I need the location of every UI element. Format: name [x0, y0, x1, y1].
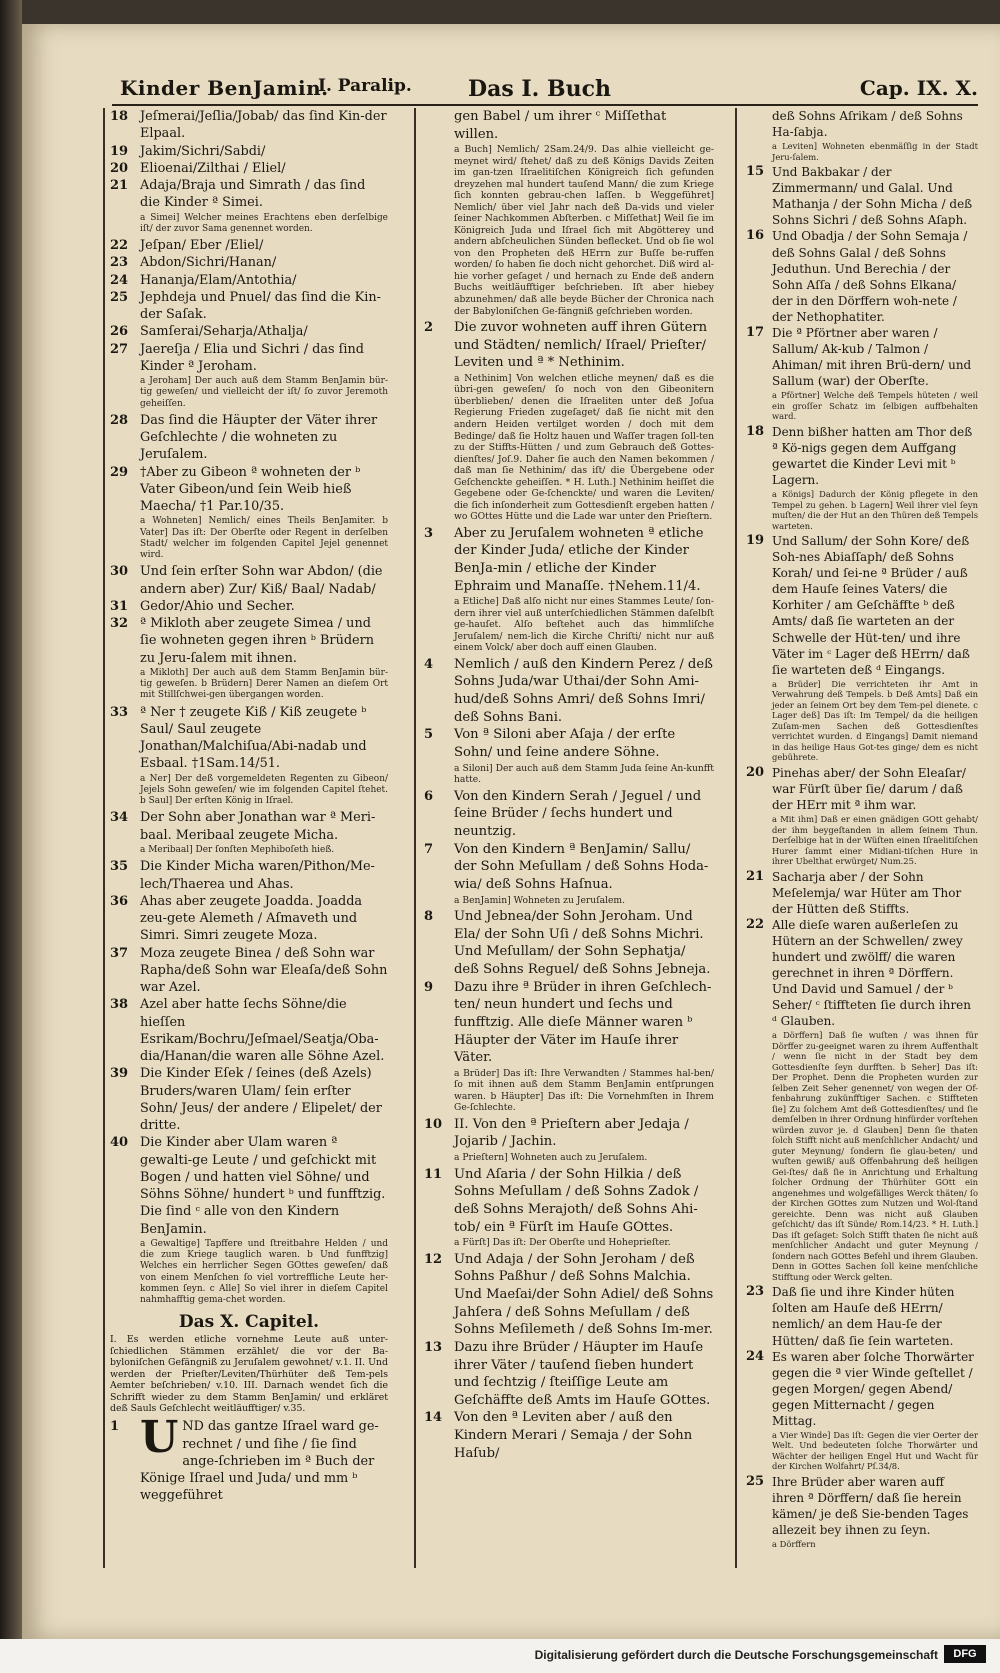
- verse-number: 27: [110, 341, 129, 357]
- verse-number: 24: [746, 1348, 765, 1364]
- verse-text: Dazu ihre Brüder / Häupter im Hauſe ihrer Väter / tauſend ſieben hundert und ſechtzig / ſteiſſige Leute am Geſchäffte deß Amts im Hauſe GOttes.: [454, 1339, 711, 1408]
- verse-number: 6: [424, 788, 434, 804]
- verse: [110, 464, 388, 516]
- verse-number: 23: [746, 1284, 765, 1300]
- verse: [746, 869, 978, 917]
- verse-text: Und Aſaria / der Sohn Hilkia / deß Sohns Meſullam / deß Sohns Zadok / deß Sohns Merajoth/ deß Sohns Ahi-tob/ ein ª Fürſt im Hauſe GOttes.: [454, 1166, 699, 1235]
- footnote: a BenJamin] Wohneten zu Jeruſalem.: [454, 894, 626, 906]
- verse: [110, 108, 388, 143]
- verse-text: II. Von den ª Prieſtern aber Jedaja / Jojarib / Jachin.: [454, 1116, 689, 1150]
- verse-text: Daß ſie und ihre Kinder hüten ſolten am Hauſe deß HErrn/ nemlich/ an dem Hau-ſe der Hütten/ daß ſie ſein warteten.: [772, 1285, 955, 1348]
- verse-text: Es waren aber ſolche Thorwärter gegen die ª vier Winde geſtellet / gegen Morgen/ gegen Abend/ gegen Mitternacht / gegen Mittag.: [772, 1349, 974, 1428]
- verse: [424, 1339, 714, 1410]
- verse: [110, 598, 388, 615]
- verse: [110, 1134, 388, 1238]
- verse-number: 30: [110, 564, 129, 580]
- verse-number: 18: [746, 423, 765, 439]
- verse-text: Moza zeugete Binea / deß Sohn war Rapha/deß Sohn war Eleaſa/deß Sohn war Azel.: [140, 945, 388, 995]
- footnote: a Meribaal] Der ſonſten Mephiboſeth hieß.: [140, 844, 335, 855]
- verse: [110, 809, 388, 844]
- verse-text: Nemlich / auß den Kindern Perez / deß Sohns Juda/war Uthai/der Sohn Ami-hud/deß Sohns Amri/ deß Sohns Imri/ deß Sohns Bani.: [454, 656, 713, 725]
- verse: [110, 237, 388, 254]
- verse: [424, 1409, 714, 1462]
- drop-cap: U: [140, 1412, 179, 1464]
- verse-text: Denn bißher hatten am Thor deß ª Kö-nigs gegen dem Auffgang gewartet die Kinder Levi mit ᵇ Lagern.: [772, 424, 973, 487]
- verse-text: ª Ner † zeugete Kiß / Kiß zeugete ᵇ Saul/ Saul zeugete Jonathan/Malchiſua/Abi-nadab und Esbaal. †1Sam.14/51.: [140, 704, 367, 772]
- verse: [110, 254, 388, 271]
- verse: [746, 1474, 978, 1538]
- footnote: a Nethinim] Von welchen etliche meynen/ daß es die übri-gen geweſen/ ſo noch von den Gibeonitern überblieben/ denen die Iſraeliten unter deß Joſua Regierung Frieden zugeſaget/ daß ſie nicht mit den andern Heiden vertilget worden / doch mit dem Bedinge/ daß ſie Holtz hauen und Waſſer tragen ſoll-ten zu der Stiffts-Hütten / und zum Gebrauch deß Gottes-dienſtes/ Joſ.9. Daher ſie auch den Namen bekommen / daß man ſie Nethinim/ das iſt/ die Übergebene oder Geſchenckte geheiſſen. * H. Luth.] Nethinim heiſſet die Gegebene oder Ge-ſchenckte/ und waren die Leviten/ die ſich inſonderheit zum Gottesdienſt ergeben hatten / wo GOttes Hütte und die Lade war unter den Prieſtern.: [454, 372, 714, 523]
- footnote: a Königs] Dadurch der König pflegete in den Tempel zu gehen. b Lagern] Weil ihrer viel ſeyn muſten/ die der Hut an den Thüren deß Tempels warteten.: [772, 489, 978, 531]
- header-left: Kinder BenJamin.: [120, 76, 329, 100]
- text-column-3: [746, 108, 978, 1552]
- running-header: [88, 76, 978, 104]
- verse-number: 4: [424, 656, 434, 672]
- verse: [110, 289, 388, 324]
- verse-number: 20: [746, 764, 765, 780]
- verse-text: Von den Kindern Serah / Jeguel / und ſeine Brüder / ſechs hundert und neuntzig.: [454, 788, 702, 839]
- verse-number: 32: [110, 616, 129, 632]
- verse: [746, 424, 978, 488]
- verse-text: Die ª Pförtner aber waren / Sallum/ Ak-kub / Talmon / Ahiman/ mit ihren Brü-dern/ und Sallum (war) der Oberſte.: [772, 325, 972, 389]
- verse: [746, 325, 978, 389]
- header-center: Das I. Buch: [468, 76, 611, 102]
- verse: [110, 1412, 388, 1504]
- verse: [424, 788, 714, 841]
- verse: [110, 323, 388, 340]
- footnote: a Wohneten] Nemlich/ eines Theils BenJamiter. b Vater] Das iſt: Der Oberſte oder Regent in derſelben Stadt/ welcher im folgenden Capitel Jejel genennet wird.: [140, 516, 388, 561]
- verse-number: 22: [746, 916, 765, 932]
- verse-number: 28: [110, 412, 129, 428]
- verse: [746, 1349, 978, 1429]
- footnote: a Vier Winde] Das iſt: Gegen die vier Oerter der Welt. Und bedeuteten ſolche Thorwärter und Wächter der heiligen Engel Hut und Wacht für der Kirchen Wolfahrt/ Pſ.34/8.: [772, 1429, 978, 1472]
- verse-text: Die Kinder Eſek / ſeines (deß Azels) Bruders/waren Ulam/ ſein erſter Sohn/ Jeus/ der andere / Elipelet/ der dritte.: [140, 1066, 382, 1133]
- verse-text: Ahas aber zeugete Joadda. Joadda zeu-gete Alemeth / Aſmaveth und Simri. Simri zeugete Moza.: [140, 893, 363, 944]
- verse-text: gen Babel / um ihrer ᶜ Miſſethat willen.: [454, 109, 667, 142]
- verse-number: 12: [424, 1251, 443, 1267]
- verse-number: 5: [424, 727, 434, 743]
- verse-number: 40: [110, 1135, 129, 1151]
- verse-text: Von den Kindern ª BenJamin/ Sallu/ der Sohn Meſullam / deß Sohns Hoda-wia/ deß Sohns Haſnua.: [454, 841, 709, 892]
- footnote: a Prieſtern] Wohneten auch zu Jeruſalem.: [454, 1152, 648, 1164]
- verse: [424, 979, 714, 1067]
- verse: [424, 908, 714, 979]
- verse-number: 38: [110, 997, 129, 1013]
- verse: [110, 615, 388, 667]
- verse-text: Die Kinder Micha waren/Pithon/Me-lech/Thaerea und Ahas.: [140, 859, 375, 892]
- verse: [110, 945, 388, 997]
- verse-text: Die zuvor wohneten auff ihren Gütern und Städten/ nemlich/ Iſrael/ Prieſter/ Leviten und ª * Nethinim.: [454, 320, 708, 371]
- footnote: a Dörffern: [772, 1539, 816, 1550]
- verse-number: 8: [424, 909, 434, 925]
- verse-number: 25: [110, 289, 129, 305]
- verse: [424, 1166, 714, 1237]
- verse-text: Elioenai/Zilthai / Eliel/: [140, 160, 286, 176]
- verse-text: Samſerai/Seharja/Athalja/: [140, 324, 308, 340]
- verse-number: 18: [110, 109, 129, 124]
- verse: [746, 765, 978, 813]
- header-paralip: I. Paralip.: [318, 76, 412, 96]
- verse-number: 20: [110, 160, 129, 176]
- verse-number: 15: [746, 164, 765, 180]
- footnote: a Brüder] Die verrichteten ihr Amt in Verwahrung deß Tempels. b Deß Amts] Daß ein jeder an ſeinem Ort bey dem Tem-pel dienete. c Lager deß] Das iſt: Im Tempel/ da die heiligen Zuſam-men Sachen deß Gottesdienſtes verrichtet wurden. d Eingangs] Damit niemand in das heilige Haus Got-tes ginge/ dem es nicht gebührete.: [772, 678, 978, 763]
- verse-text: Jaereſja / Elia und Sichri / das ſind Kinder ª Jeroham.: [140, 341, 364, 374]
- verse-number: 9: [424, 979, 434, 995]
- verse-text: †Aber zu Gibeon ª wohneten der ᵇ Vater Gibeon/und ſein Weib hieß Maecha/ †1 Par.10/35.: [140, 464, 361, 515]
- verse-number: 3: [424, 525, 434, 541]
- text-column-2: [424, 108, 714, 1462]
- verse: [424, 108, 714, 143]
- footnote: a Siloni] Der auch auß dem Stamm Juda ſeine An-kunfft hatte.: [454, 762, 714, 786]
- verse-text: Und Sallum/ der Sohn Kore/ deß Soh-nes Abiaſſaph/ deß Sohns Korah/ und ſei-ne ª Brüder / auß dem Hauſe ſeines Vaters/ die Korhiter / am Geſchäffte ᵇ deß Amts/ daß ſie warteten an der Schwelle der Hüt-ten/ und ihre Väter im ᶜ Lager deß HErrn/ daß ſie warteten deß ᵈ Eingangs.: [772, 534, 970, 677]
- verse-number: 7: [424, 841, 434, 857]
- verse: [110, 996, 388, 1065]
- verse: [110, 858, 388, 893]
- verse: [424, 525, 714, 596]
- verse-text: Jeſpan/ Eber /Eliel/: [140, 238, 264, 254]
- footnote: a Ner] Der deß vorgemeldeten Regenten zu Gibeon/ Jejels Sohn geweſen/ wie im folgenden Capitel ſtehet. b Saul] Der erſten König in Iſrael.: [140, 773, 388, 807]
- verse-text: Gedor/Ahio und Secher.: [140, 598, 295, 614]
- column-rule-mid1: [414, 108, 416, 1568]
- verse-text: Von ª Siloni aber Aſaja / der erſte Sohn/ und ſeine andere Söhne.: [454, 727, 676, 760]
- verse: [746, 108, 978, 140]
- verse-number: 16: [746, 228, 765, 244]
- verse-text: ª Mikloth aber zeugete Simea / und ſie wohneten gegen ihren ᵇ Brüdern zu Jeru-ſalem mit ihnen.: [140, 616, 375, 666]
- footnote: a Dörffern] Daß ſie wuſten / was ihnen für Dörffer zu-geeignet waren zu ihrem Auffenthalt / wenn ſie nicht in der Stadt bey dem Gottesdienſte ſeyn durfften. b Seher] Das iſt: Der Prophet. Denn die Propheten wurden zur ſelben Zeit Seher genennet/ von wegen der Of-fenbahrung zukünfftiger Sachen. c Stiffteten ſie] Zu ſolchem Amt deß Gottesdienſtes/ und ſie demſelben in ihrer Ordnung hinfürder vorſtehen würden zuvor je. d Glauben] Denn ſie thaten ſolch Stifft nicht auß menſchlicher Andacht/ und guter Meynung/ ſondern ſie glau-beten/ und wuſten gewiß/ auß Offenbahrung deß heiligen Gei-ſtes/ daß ſie in Anrichtung und Erhaltung ſolcher Ordnung der Thürhüter GOtt ein angenehmes und wolgefälliges Werck thäten/ ſo der Kirchen GOttes zum Nutzen und Wol-ſtand gereichte. Denn was nicht auß Glauben geſchicht/ das iſt Sünde/ Rom.14/23. * H. Luth.] Das iſt geſaget: Solch Stifft thaten ſie nicht auß menſchlicher Andacht und guter Meynung / ſondern nach GOttes Befehl und ihrem Glauben. Denn in GOttes Sachen ſoll keine menſchliche Stifftung oder Werck gelten.: [772, 1030, 978, 1282]
- footnote: a Simei] Welcher meines Erachtens eben derſelbige iſt/ der zuvor Sama genennet worden.: [140, 212, 388, 234]
- dfg-logo: DFG: [944, 1645, 986, 1663]
- verse: [110, 143, 388, 160]
- verse-text: Dazu ihre ª Brüder in ihren Geſchlech-ten/ neun hundert und ſechs und funfftzig. Alle dieſe Männer waren ᵇ Häupter der Väter im Hauſe ihrer Väter.: [454, 979, 712, 1066]
- verse-number: 21: [110, 178, 129, 193]
- verse-text: Sacharja aber / der Sohn Meſelemja/ war Hüter am Thor der Hütten deß Stiffts.: [772, 869, 962, 916]
- footer-credit: Digitalisierung gefördert durch die Deutsche Forschungsgemeinschaft: [534, 1648, 938, 1662]
- verse-number: 19: [110, 143, 129, 159]
- verse-number: 17: [746, 324, 765, 340]
- header-right: Cap. IX. X.: [859, 76, 978, 100]
- verse-number: 11: [424, 1166, 443, 1182]
- footnote: a Buch] Nemlich/ 2Sam.24/9. Das alhie vielleicht ge-meynet wird/ ſtehet/ daß zu deß Königs Davids Zeiten im gan-tzen Iſraelitiſchen Königreich ſich gefunden dreyzehen mal hundert tauſend Mann/ die zum Kriege ſich konnten gebrau-chen laſſen. b Weggeführet] Nemlich/ über viel Jahr nach deß Da-vids und vieler ſeiner Nachkommen Abſterben. c Miſſethat] Weil ſie im Königreich Juda und Iſrael ſich mit Abgötterey und andern abſcheulichen Sünden beflecket. Und ob ſie wol von den Propheten deß HErrn zur Buſſe be-ruffen worden/ ſo haben ſie doch nicht gehorchet. Diß wird al-hie vorher geſaget / und hernach zu Ende deß andern Buchs weitläufftiger beſchrieben. Iſt aber hiebey abzunehmen/ daß alle beyde Bücher der Chronica nach der Babyloniſchen Ge-fängniß geſchrieben worden.: [454, 144, 714, 317]
- verse-text: Abdon/Sichri/Hanan/: [140, 255, 277, 271]
- verse-text: Und Jebnea/der Sohn Jeroham. Und Ela/ der Sohn Uſi / deß Sohns Michri. Und Meſullam/ der Sohn Sephatja/ deß Sohns Reguel/ deß Sohns Jebneja.: [454, 909, 711, 977]
- verse-text: Hananja/Elam/Antothia/: [140, 272, 297, 288]
- chapter-title: Das X. Capitel.: [178, 1312, 320, 1333]
- verse-text: Azel aber hatte ſechs Söhne/die hieſſen Esrikam/Bochru/Jeſmael/Seatja/Oba-dia/Hanan/die waren alle Söhne Azel.: [140, 997, 385, 1064]
- verse-number: 2: [424, 320, 434, 336]
- verse-text: Jeſmerai/Jeſlia/Jobab/ das ſind Kin-der Elpaal.: [140, 109, 387, 142]
- verse-text: Und ſein erſter Sohn war Abdon/ (die andern aber) Zur/ Kiß/ Baal/ Nadab/: [140, 564, 383, 597]
- verse: [110, 272, 388, 289]
- verse-text: Und Bakbakar / der Zimmermann/ und Galal. Und Mathanja / der Sohn Micha / deß Sohns Sichri / deß Sohns Aſaph.: [772, 165, 973, 228]
- verse: [424, 726, 714, 761]
- verse-text: Ihre Brüder aber waren auff ihren ª Dörffern/ daß ſie herein kämen/ je deß Sie-benden Tages allezeit bey ihnen zu ſeyn.: [772, 1474, 969, 1538]
- verse-number: 23: [110, 255, 129, 271]
- verse-number: 22: [110, 238, 129, 254]
- footnote: a Fürſt] Das iſt: Der Oberſte und Hoheprieſter.: [454, 1237, 671, 1249]
- verse-number: 25: [746, 1473, 765, 1489]
- header-rule: [112, 104, 978, 106]
- verse-text: Von den ª Leviten aber / auß den Kindern Merari / Semaja / der Sohn Haſub/: [454, 1410, 693, 1461]
- verse-number: 19: [746, 533, 765, 549]
- verse: [424, 656, 714, 727]
- verse-number: 10: [424, 1116, 443, 1132]
- verse: [110, 160, 388, 177]
- chapter-summary: I. Es werden etliche vornehme Leute auß unter-ſchiedlichen Stämmen erzählet/ die vor der Ba-byloniſchen Gefängniß zu Jeruſalem gewohnet/ v.1. II. Und werden der Prieſter/Leviten/Thürhüter deß Tem-pels Aemter beſchrieben/ v.10. III. Darnach wendet ſich die Schrifft wieder zu dem Stamm BenJamin/ und erkläret deß Sauls Geſchlecht weitläufftiger/ v.35.: [110, 1334, 388, 1414]
- verse-text: Und Obadja / der Sohn Semaja / deß Sohns Galal / deß Sohns Jeduthun. Und Berechia / der Sohn Aſſa / deß Sohns Elkana/ der in den Dörffern woh-nete / der Nethophatiter.: [772, 229, 968, 324]
- verse-number: 34: [110, 810, 129, 826]
- verse-number: 36: [110, 893, 129, 909]
- verse: [424, 841, 714, 894]
- verse-number: 1: [110, 1419, 120, 1435]
- verse: [110, 704, 388, 773]
- footnote: a Gewaltige] Tapffere und ſtreitbahre Helden / und die zum Kriege tauglich waren. b Und funfftzig] Welches ein herrlicher Segen GOttes geweſen/ daß von einem Menſchen ſo viel vortreffliche Leute her-kommen ſeyn. c Alle] So viel ihrer in dieſem Capitel nahmhafftig gema-chet worden.: [140, 1238, 388, 1306]
- verse: [746, 1284, 978, 1348]
- verse: [424, 1116, 714, 1151]
- verse-text: Adaja/Braja und Simrath / das ſind die Kinder ª Simei.: [140, 178, 366, 211]
- verse: [110, 563, 388, 598]
- verse: [110, 1065, 388, 1134]
- verse-number: 33: [110, 704, 129, 720]
- verse: [746, 228, 978, 324]
- verse: [110, 893, 388, 945]
- verse-number: 29: [110, 464, 129, 480]
- verse-number: 13: [424, 1339, 443, 1355]
- verse: [424, 319, 714, 372]
- verse-text: Jephdeja und Pnuel/ das ſind die Kin-der Saſak.: [140, 289, 381, 323]
- column-rule-left: [103, 108, 105, 1568]
- footnote: a Mikloth] Der auch auß dem Stamm BenJamin bür-tig geweſen. b Brüdern] Derer Namen an dieſem Ort mit Stillſchwei-gen übergangen worden.: [140, 667, 388, 701]
- verse-text: Die Kinder aber Ulam waren ª gewalti-ge Leute / und geſchickt mit Bogen / und hatten viel Söhne/ und Söhns Söhne/ hundert ᵇ und funfftzig. Die ſind ᶜ alle von den Kindern BenJamin.: [140, 1135, 386, 1237]
- verse-text: Das ſind die Häupter der Väter ihrer Geſchlechte / die wohneten zu Jeruſalem.: [140, 412, 378, 463]
- verse-text: ND das gantze Iſrael ward ge-rechnet / und ſihe / ſie ſind ange-ſchrieben im ª Buch der Könige Iſrael und Juda/ und mm ᵇ weggeführet: [140, 1419, 379, 1504]
- footnote: a Brüder] Das iſt: Ihre Verwandten / Stammes hal-ben/ ſo mit ihnen auß dem Stamm BenJamin entſprungen waren. b Häupter] Das iſt: Die Vornehmſten in Ihrem Ge-ſchlechte.: [454, 1067, 714, 1114]
- verse: [110, 341, 388, 376]
- verse-number: 39: [110, 1066, 129, 1082]
- footnote: a Mit ihm] Daß er einen gnädigen GOtt gehabt/ der ihm beygeſtanden in allem ſeinem Thun. Derſelbige hat in der Wüſten einen Iſraelitiſchen Hurer ſammt einer Midiani-tiſchen Hure in ihrer Ubelthat erwürget/ Num.25.: [772, 814, 978, 866]
- verse-text: Pinehas aber/ der Sohn Eleaſar/ war Fürſt über ſie/ darum / daß der HErr mit ª ihm war.: [772, 765, 966, 812]
- verse: [424, 1251, 714, 1339]
- verse-number: 31: [110, 598, 129, 614]
- verse-number: 35: [110, 859, 129, 875]
- footnote: a Leviten] Wohneten ebenmäſſig in der Stadt Jeru-ſalem.: [772, 141, 978, 162]
- verse: [746, 533, 978, 678]
- verse-text: deß Sohns Aſrikam / deß Sohns Ha-ſabja.: [772, 109, 963, 140]
- verse-number: 37: [110, 945, 129, 961]
- verse-text: Jakim/Sichri/Sabdi/: [140, 143, 266, 159]
- book-binding: [0, 0, 22, 1639]
- verse: [746, 917, 978, 1030]
- verse-number: 21: [746, 868, 765, 884]
- verse-number: 14: [424, 1410, 443, 1426]
- verse-number: 26: [110, 324, 129, 340]
- verse: [110, 412, 388, 464]
- verse: [110, 177, 388, 212]
- footnote: a Etliche] Daß alſo nicht nur eines Stammes Leute/ ſon-dern ihrer viel auß unterſchiedlichen Stämmen daſelbſt ge-hauſet. Alſo beſtehet auch das himmliſche Jeruſalem/ nem-lich die Kirche Chriſti/ nicht nur auß einem Volck/ aber doch auff einen Glauben.: [454, 596, 714, 654]
- verse-text: Alle dieſe waren außerleſen zu Hütern an der Schwellen/ zwey hundert und zwölff/ die waren gerechnet in ihren ª Dörffern. Und David und Samuel / der ᵇ Seher/ ᶜ ſtiffteten ſie durch ihren ᵈ Glauben.: [772, 917, 971, 1029]
- column-rule-mid2: [735, 108, 737, 1568]
- verse-number: 24: [110, 272, 129, 288]
- footnote: a Pförtner] Welche deß Tempels hüteten / weil ein groſſer Schatz im ſelbigen auffbehalten ward.: [772, 390, 978, 422]
- verse: [746, 164, 978, 228]
- verse-text: Und Adaja / der Sohn Jeroham / deß Sohns Paßhur / deß Sohns Malchia. Und Maeſai/der Sohn Adiel/ deß Sohns Jahſera / deß Sohns Meſullam / deß Sohns Meſilemeth / deß Sohns Im-mer.: [454, 1251, 714, 1338]
- verse-text: Aber zu Jeruſalem wohneten ª etliche der Kinder Juda/ etliche der Kinder BenJa-min / etliche der Kinder Ephraim und Manaſſe. †Nehem.11/4.: [454, 525, 704, 594]
- text-column-1: [110, 108, 388, 1505]
- footnote: a Jeroham] Der auch auß dem Stamm BenJamin bür-tig geweſen/ und vielleicht der iſt/ ſo zuvor Jeremoth geheiſſen.: [140, 376, 388, 409]
- verse-text: Der Sohn aber Jonathan war ª Meri-baal. Meribaal zeugete Micha.: [140, 810, 376, 843]
